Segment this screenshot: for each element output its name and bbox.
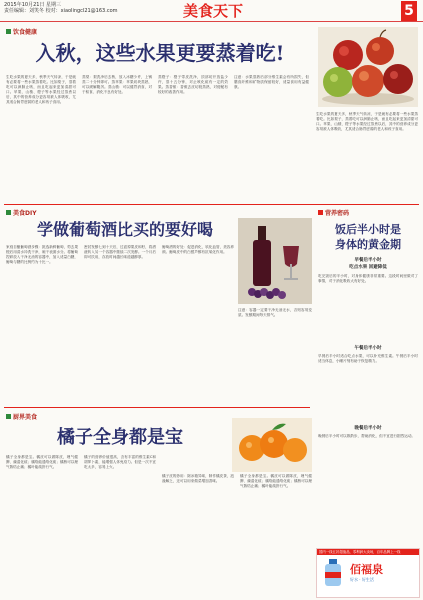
headline-middle: 学做葡萄酒比买的要好喝 [36,220,213,239]
section-marker-icon [6,29,11,34]
date-line [4,2,118,14]
article-top-col5: 生吃水果的夏天多，秋季天气转凉，于是就有必要将一些水果蒸着吃。比如梨子，蒸着吃可以润肺止咳，而且吃起来更加清甜可口。苹果、山楂、橙子等水果经过蒸煮以后，其中的营养成分更容易被人体吸收，尤其适合肠胃虚弱的老人和孩子食用。 [316,112,418,132]
article-bot-col3: 橘子皮的妙用：除冰箱异味，制作橘皮茶，泡澡解乏，还可以用来做菜增加香味。 [162,474,234,484]
date-text: 2015年10月21日 星期三 [4,2,62,8]
headline-top: 入秋，这些水果更要蒸着吃! [35,41,285,65]
section-label-bottom [6,412,37,421]
wine-image-icon [238,218,312,304]
apples-photo [318,27,418,107]
article-top-col3: 蒸橙子：橙子带皮洗净，顶部切开放盐少许，蒸十五分钟，对止咳化痰有一定的效果。蒸香蕉：香蕉去皮切段蒸熟，对便秘有较好的改善作用。 [158,75,228,95]
article-right-col1: 吃完饭后的半小时，对身体健康非常重要。这段时间里做对了事情，对于消化吸收大有好处。 [318,274,418,284]
right-subtitle-3: 午餐后半小时 [354,346,382,351]
editor-text: 责任编辑：刘笑冬 校对：xiaolingcl21@163.com [4,8,118,14]
right-subtitle-1: 早餐后半小时 [354,258,382,263]
section-label-right [318,208,349,217]
tangerines-photo [232,418,312,472]
section-marker-icon [6,210,11,215]
section-label-text: 厨界美食 [13,414,38,421]
headline-right-line2: 身体的黄金期 [335,238,401,251]
section-label-text: 营养密码 [325,210,350,217]
article-mid-col1: 家庭自酿葡萄酒步骤：挑选新鲜葡萄，剪去果梗后用清水冲洗干净，晾干表面水分。将葡萄捏碎放入干净无油的容器中，加入适量白糖，葡萄与糖的比例约为十比一。 [6,245,78,265]
apples-image-icon [318,27,418,107]
article-top-col2: 蒸梨：梨洗净后去核，放入冰糖少许，上锅蒸二十分钟即可。蒸苹果：苹果切块蒸熟，可以缓解腹泻。蒸山楂：可以健胃消食，对于积食、消化不良有好处。 [82,75,152,95]
right-subtitle-2: 吃点水果 回避降低 [349,265,387,270]
ad-brand: 佰福泉 [350,563,383,576]
headline-right [316,222,420,252]
section-label-text: 美食DIY [13,210,37,217]
section-marker-icon [318,210,323,215]
section-label-text: 饮食健康 [13,29,38,36]
section-label-middle [6,208,37,217]
page-number: 5 [401,1,417,21]
headline-bottom: 橘子全身都是宝 [57,427,183,448]
article-mid-col4: 注意：容器一定要干净无油无水，否则容易变质。发酵期间每天排气。 [238,308,312,318]
article-top-col1: 生吃水果的夏天多，秋季天气转凉，于是就有必要将一些水果蒸着吃。比如梨子，蒸着吃可以润肺止咳，而且吃起来更加清甜可口。苹果、山楂、橙子等水果经过蒸煮以后，其中的营养成分更容易被人体吸收，尤其适合肠胃虚弱的老人和孩子食用。 [6,75,76,105]
ad-bar: 国内一线五折超值品，零利润大卖场，百年品牌上一线 [317,549,419,555]
page-header [0,0,423,22]
wine-photo [238,218,312,304]
section-marker-icon [6,414,11,419]
tangerines-image-icon [232,418,312,472]
water-bottle-icon [320,558,346,588]
advertisement[interactable] [316,548,420,598]
section-divider [4,204,419,205]
article-mid-col2: 密封发酵七到十天后，过滤掉果皮和籽，将酒液转入另一个容器中继续二次发酵。一个月后即可饮用，存放时间越长味道越醇厚。 [84,245,156,260]
article-right-col2: 早餐后半小时适合吃点水果，可以补充维生素。午餐后半小时适当休息，小睡片刻有助于恢复精力。 [318,354,418,364]
article-right-col3: 晚餐后半小时可以散散步，帮助消化，但不宜进行剧烈运动。 [318,434,416,438]
article-top-col4: 注意：水果蒸熟后部分维生素会有所损失，但膳食纤维和矿物质保留较好，适量食用有益健康。 [234,75,309,90]
section-masthead: 美食天下 [182,2,243,20]
section-label-top [6,27,37,36]
ad-tagline: 好水 · 好生活 [350,577,374,582]
section-divider [4,407,310,408]
article-bot-col1: 橘子全身都是宝。橘皮可以做陈皮，理气健脾、燥湿化痰；橘络能通络化痰；橘核可以理气散结止痛；橘叶能疏肝行气。 [6,455,78,470]
article-mid-col3: 葡萄酒的好处：促进消化，软化血管，美容养颜。葡萄皮中的白藜芦醇有抗氧化作用。 [162,245,234,255]
right-subtitle-4: 晚餐后半小时 [354,426,382,431]
headline-right-line1: 饭后半小时是 [335,223,401,236]
article-bot-col2: 橘子的营养价值很高，含有丰富的维生素C和胡萝卜素，能增强人体免疫力。但是一次不宜吃太多，容易上火。 [84,455,156,470]
article-bot-col4: 橘子全身都是宝。橘皮可以做陈皮，理气健脾、燥湿化痰；橘络能通络化痰；橘核可以理气散结止痛；橘叶能疏肝行气。 [240,474,312,489]
